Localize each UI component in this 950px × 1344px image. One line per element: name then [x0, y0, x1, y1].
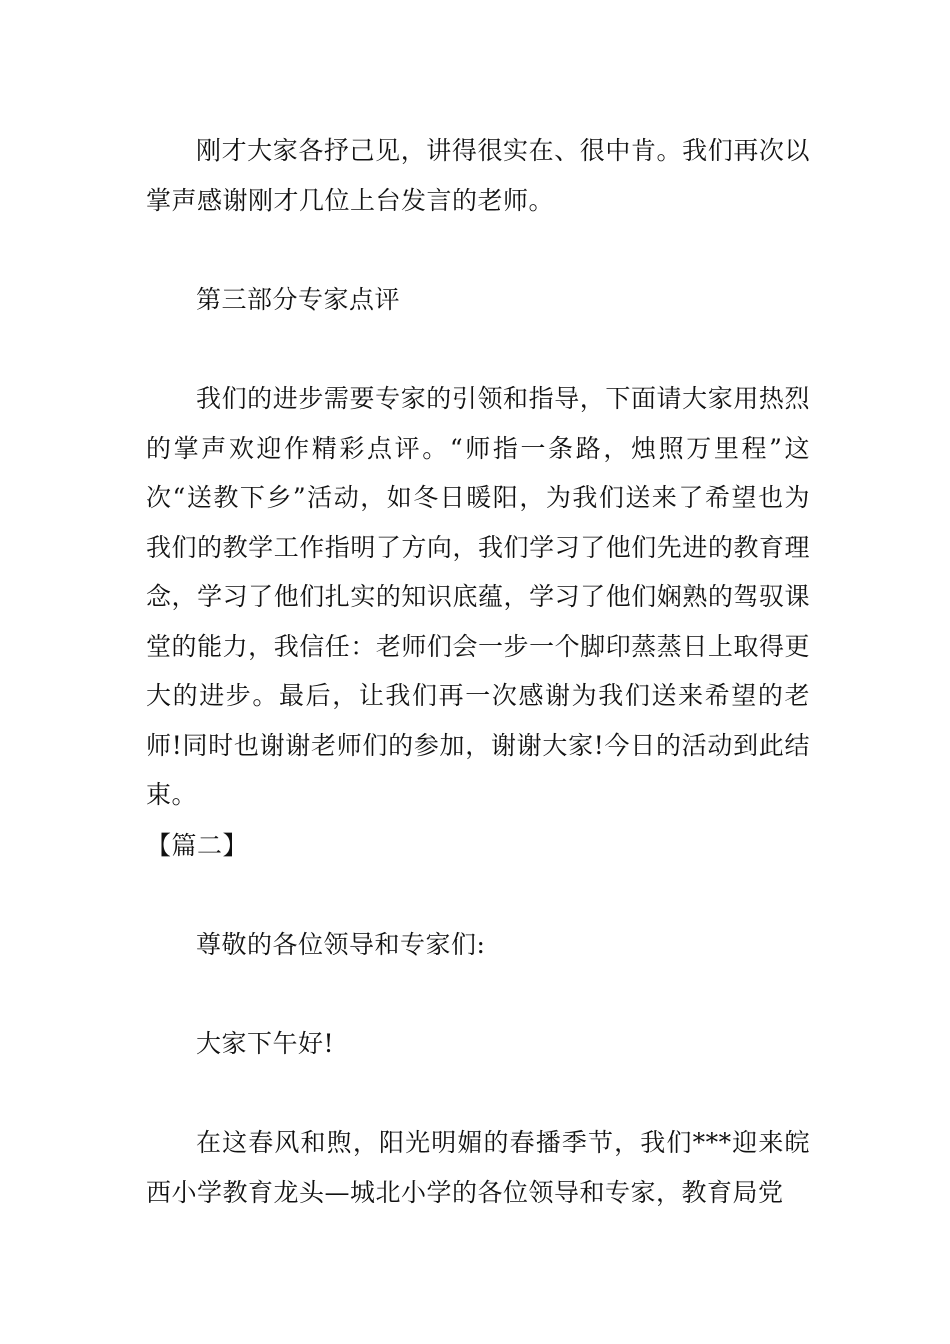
paragraph-greeting: 大家下午好!	[196, 1029, 335, 1058]
section-heading: 【篇二】	[146, 831, 249, 860]
paragraph-spring-welcome: 在这春风和煦，阳光明媚的春播季节，我们***迎来皖西小学教育龙头—城北小学的各位领导和专家，教育局党	[146, 1128, 810, 1207]
paragraph-salutation: 尊敬的各位领导和专家们:	[196, 930, 486, 959]
paragraph-part-three-title: 第三部分专家点评	[196, 285, 401, 314]
paragraph-thanks-speakers: 刚才大家各抒己见，讲得很实在、很中肯。我们再次以掌声感谢刚才几位上台发言的老师。	[146, 136, 810, 215]
paragraph-expert-review: 我们的进步需要专家的引领和指导，下面请大家用热烈的掌声欢迎作精彩点评。“师指一条路，烛照万里程”这次“送教下乡”活动，如冬日暖阳，为我们送来了希望也为我们的教学工作指明了方向，我们学习了他们先进的教育理念，学习了他们扎实的知识底蕴，学习了他们娴熟的驾驭课堂的能力，我信任：老师们会一步一个脚印蒸蒸日上取得更大的进步。最后，让我们再一次感谢为我们送来希望的老师!同时也谢谢老师们的参加，谢谢大家!今日的活动到此结束。	[146, 384, 810, 809]
